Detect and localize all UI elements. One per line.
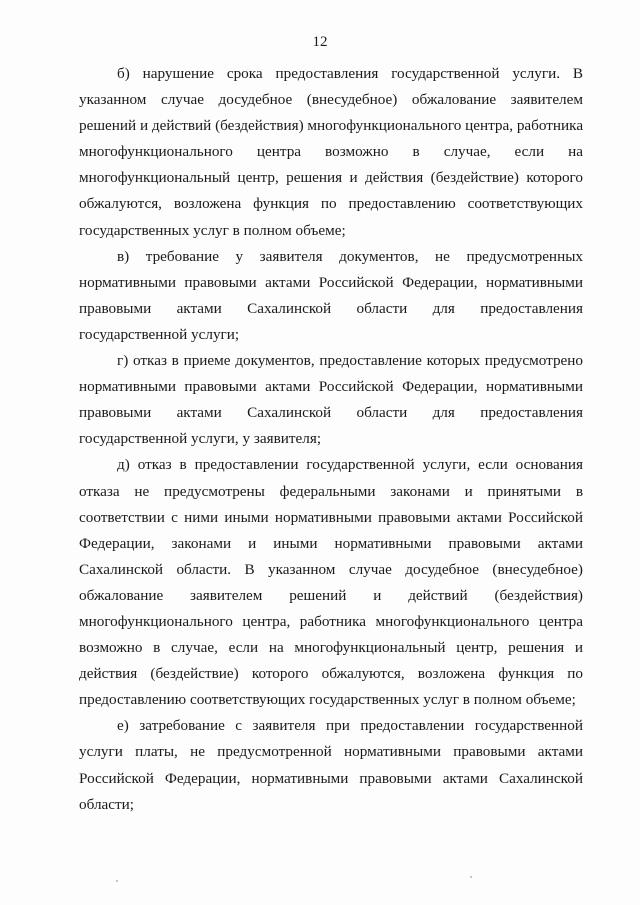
text-line: правовыми актами Сахалинской области для предоставления [79,299,583,317]
text-line: многофункционального центра, работника многофункционального центра [79,612,583,630]
text-line: обжалование заявителем решений и действий (бездействия) [79,586,583,604]
text-line: Сахалинской области. В указанном случае досудебное (внесудебное) [79,560,583,578]
text-line: многофункционального центра возможно в случае, если на [79,143,583,161]
text-line: д) отказ в предоставлении государственной услуги, если основания [117,456,583,474]
paragraph-d [79,452,583,713]
paragraph-b [79,61,583,244]
text-line: б) нарушение срока предоставления государственной услуги. В [117,65,583,82]
text-line: возможно в случае, если на многофункциональный центр, решения и [79,639,583,657]
document-body [79,61,583,818]
scan-speck [470,876,472,878]
text-line: решений и действий (бездействия) многофункционального центра, работника [79,117,583,135]
text-line: государственной услуги; [79,325,240,343]
text-line: отказа не предусмотрены федеральными законами и принятыми в [79,482,583,500]
text-line: предоставлению соответствующих государственных услуг в полном объеме; [79,691,576,709]
text-line: многофункциональный центр, решения и действия (бездействие) которого [79,169,583,187]
text-line: г) отказ в приеме документов, предоставление которых предусмотрено [117,352,583,370]
text-line: обжалуются, возложена функция по предоставлению соответствующих [79,195,583,213]
text-line: области; [79,795,134,813]
text-line: соответствии с ними иными нормативными правовыми актами Российской [79,508,583,526]
text-line: правовыми актами Сахалинской области для предоставления [79,404,583,422]
text-line: в) требование у заявителя документов, не предусмотренных [117,247,583,265]
text-line: е) затребование с заявителя при предоставлении государственной [117,717,583,735]
paragraph-g [79,348,583,452]
text-line: государственных услуг в полном объеме; [79,221,346,239]
page-number: 12 [312,34,328,50]
text-line: государственной услуги, у заявителя; [79,430,322,448]
paragraph-v [79,244,583,348]
scan-speck [116,880,118,882]
text-line: Федерации, законами и иными нормативными правовыми актами [79,534,583,552]
text-line: действия (бездействие) которого обжалуются, возложена функция по [79,665,583,683]
text-line: услуги платы, не предусмотренной нормативными правовыми актами [79,743,583,761]
text-line: Российской Федерации, нормативными правовыми актами Сахалинской [79,769,583,787]
paragraph-e [79,713,583,817]
text-line: нормативными правовыми актами Российской Федерации, нормативными [79,273,583,291]
text-line: указанном случае досудебное (внесудебное) обжалование заявителем [79,91,583,109]
text-line: нормативными правовыми актами Российской Федерации, нормативными [79,378,583,396]
